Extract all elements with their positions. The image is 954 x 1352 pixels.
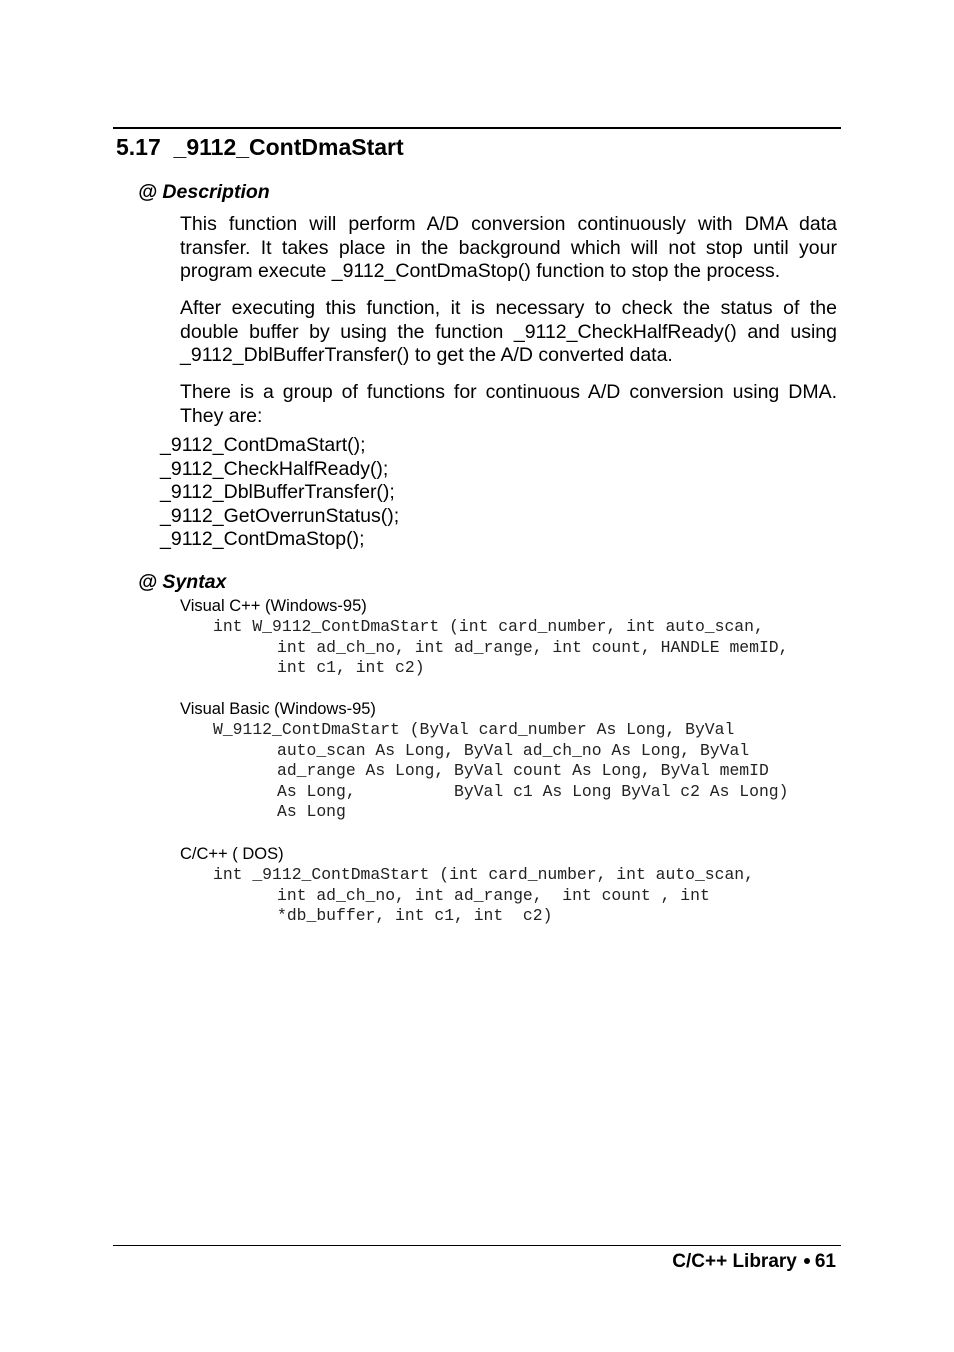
function-list-item: _9112_GetOverrunStatus(); (160, 504, 400, 527)
syntax-env-label-dos: C/C++ ( DOS) (180, 845, 284, 863)
syntax-env-label-vc: Visual C++ (Windows-95) (180, 597, 367, 615)
description-paragraph-2: After executing this function, it is necessary to check the status of the double buffer by using the function _9112_CheckHalfReady() and using _9112_DblBufferTransfer() to get the A/D converted data. (180, 297, 837, 366)
code-line: int W_9112_ContDmaStart (int card_number, int auto_scan, (213, 617, 764, 636)
syntax-env-label-vb: Visual Basic (Windows-95) (180, 700, 376, 718)
code-line: As Long (277, 802, 346, 822)
function-list-item: _9112_ContDmaStart(); (160, 434, 366, 456)
page-footer (672, 1250, 836, 1274)
code-line: ad_range As Long, ByVal count As Long, ByVal memID (277, 761, 769, 781)
function-list (160, 434, 399, 552)
syntax-heading: @ Syntax (138, 571, 227, 593)
function-list-item: _9112_DblBufferTransfer(); (160, 481, 395, 504)
top-rule (113, 127, 841, 129)
description-heading: @ Description (138, 181, 270, 203)
code-line: int c1, int c2) (277, 658, 425, 678)
section-number: 5.17 (116, 134, 161, 160)
code-line: auto_scan As Long, ByVal ad_ch_no As Long, ByVal (277, 740, 750, 760)
section-heading (116, 131, 404, 163)
footer-library-label: C/C++ Library (672, 1251, 797, 1272)
code-line: As Long, ByVal c1 As Long ByVal c2 As Long) (277, 781, 789, 801)
syntax-code-vb (213, 720, 788, 823)
section-title: _9112_ContDmaStart (173, 134, 404, 160)
page-number: 61 (814, 1251, 836, 1272)
description-paragraph-3: There is a group of functions for continuous A/D conversion using DMA. They are: (180, 381, 837, 427)
code-line: W_9112_ContDmaStart (ByVal card_number As Long, ByVal (213, 720, 735, 739)
function-list-item: _9112_CheckHalfReady(); (160, 457, 389, 480)
bullet-icon (804, 1258, 810, 1264)
syntax-code-vc (213, 617, 788, 679)
code-line: int ad_ch_no, int ad_range, int count , int (277, 885, 710, 905)
description-paragraph-1: This function will perform A/D conversion continuously with DMA data transfer. It takes place in the background which will not stop until your program execute _9112_ContDmaStop() function to stop the process. (180, 213, 837, 282)
code-line: *db_buffer, int c1, int c2) (277, 906, 553, 926)
syntax-code-dos (213, 865, 754, 927)
code-line: int ad_ch_no, int ad_range, int count, HANDLE memID, (277, 637, 789, 657)
code-line: int _9112_ContDmaStart (int card_number, int auto_scan, (213, 865, 754, 884)
function-list-item: _9112_ContDmaStop(); (160, 528, 365, 551)
bottom-rule (113, 1245, 841, 1246)
